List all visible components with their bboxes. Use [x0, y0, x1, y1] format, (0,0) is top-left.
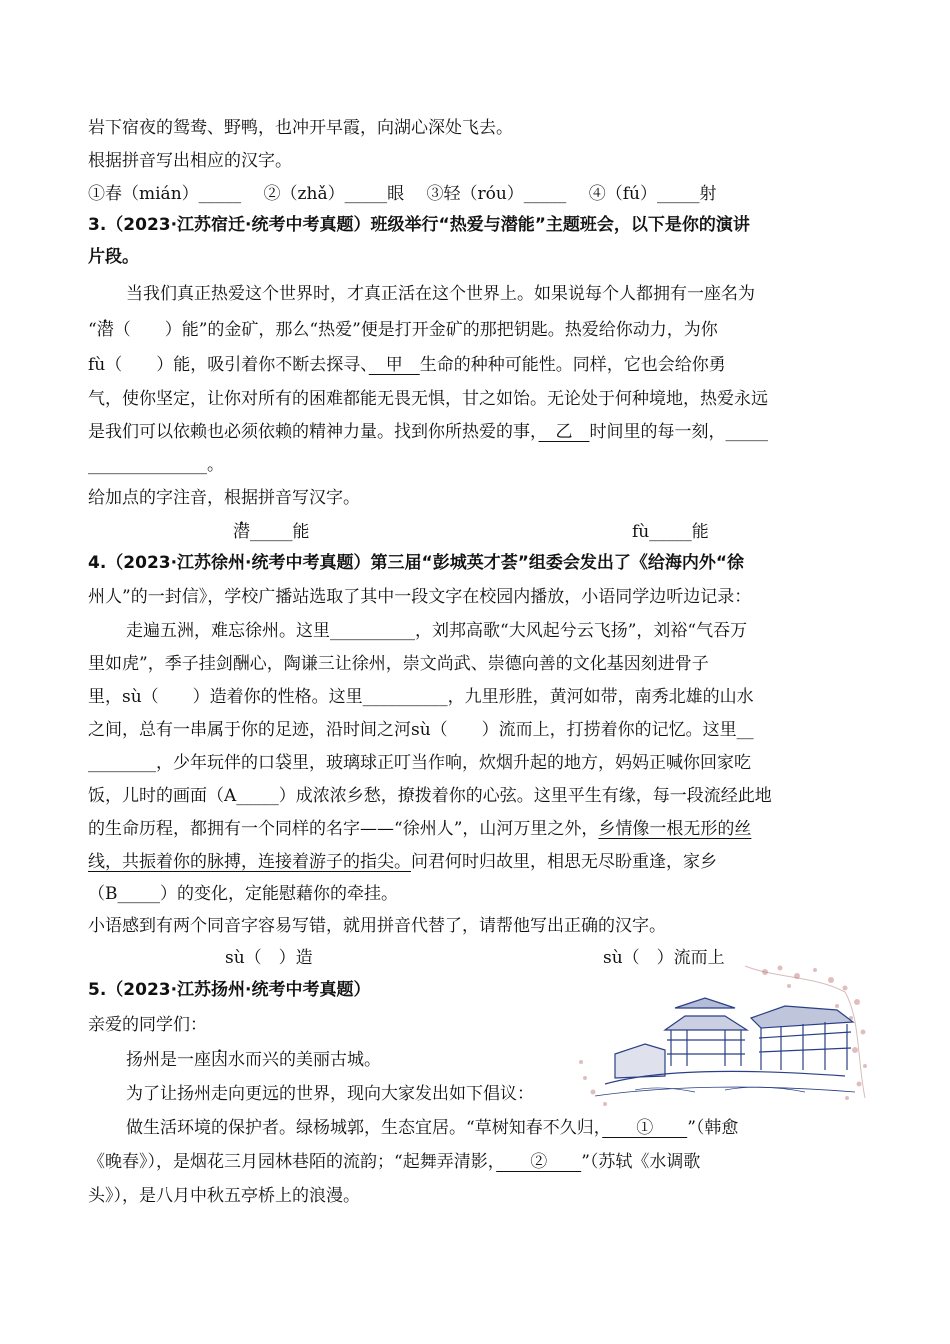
passage-line: 走遍五洲，难忘徐州。这里__________，刘邦高歌“大风起兮云飞扬”，刘裕“气吞万 [126, 621, 748, 641]
text-fragment: 做生活环境的保护者。绿杨城郭，生态宜居。“草树知春不久归， [126, 1118, 603, 1138]
text-fragment: fù（ ）能，吸引着你不断去探寻、 [88, 355, 369, 375]
passage-line: （B_____）的变化，定能慰藉你的牵挂。 [88, 884, 398, 904]
passage-line [88, 850, 717, 874]
answer-slot: fù_____能 [632, 522, 709, 542]
blank-1: ① [602, 1118, 688, 1138]
text-fragment: 的生命历程，都拥有一个同样的名字——“徐州人”，山河万里之外， [88, 819, 599, 839]
text-fragment: 生命的种种可能性。同样，它也会给你勇 [419, 355, 726, 375]
passage-line: 气，使你坚定，让你对所有的困难都能无畏无惧，甘之如饴。无论处于何种境地，热爱永远 [88, 389, 768, 409]
instruction-line: 小语感到有两个同音字容易写错，就用拼音代替了，请帮他写出正确的汉字。 [88, 916, 666, 936]
dotted-character: 因 [211, 1050, 228, 1070]
passage-line [126, 1116, 738, 1140]
answer-slot [233, 520, 310, 544]
passage-line: ______________。 [88, 455, 224, 475]
text-fragment: ”（韩愈 [687, 1118, 739, 1138]
passage-line: 为了让扬州走向更远的世界，现向大家发出如下倡议： [126, 1084, 534, 1104]
text-fragment: 问君何时归故里，相思无尽盼重逢，家乡 [411, 852, 717, 872]
text-fragment: 扬州是一座 [126, 1050, 211, 1070]
passage-line: 饭，儿时的画面（A_____）成浓浓乡愁，撩拨着你的心弦。这里平生有缘，每一段流经此地 [88, 786, 772, 806]
passage-line: 头》），是八月中秋五亭桥上的浪漫。 [88, 1186, 360, 1206]
dotted-character: 潜 [233, 522, 250, 542]
passage-line: 当我们真正热爱这个世界时，才真正活在这个世界上。如果说每个人都拥有一座名为 [126, 284, 755, 304]
passage-line [126, 1048, 381, 1072]
passage-line [88, 420, 768, 444]
blank-jia: 甲 [368, 355, 420, 375]
blank-2: ② [496, 1152, 582, 1172]
question-3-title: 3.（2023·江苏宿迁·统考中考真题）班级举行“热爱与潜能”主题班会，以下是你的演讲 [88, 215, 750, 235]
passage-line: 里如虎”，季子挂剑酬心，陶谦三让徐州，崇文尚武、崇德向善的文化基因刻进骨子 [88, 654, 709, 674]
pavilion-illustration [575, 958, 875, 1118]
dotted-character: 潜 [96, 320, 114, 340]
passage-line [88, 353, 726, 377]
pavilion-drawing [595, 998, 855, 1096]
text-fragment: 《晚春》），是烟花三月园林巷陌的流韵；“起舞弄清影， [88, 1152, 497, 1172]
answer-slot: sù（ ）造 [225, 948, 313, 968]
answer-slot: sù（ ）流而上 [603, 948, 725, 968]
text-line: 根据拼音写出相应的汉字。 [88, 151, 292, 171]
text-fragment: 是我们可以依赖也必须依赖的精神力量。找到你所热爱的事， [88, 422, 539, 442]
pinyin-question-line: ①春（mián）_____ ②（zhǎ）_____眼 ③轻（róu）_____ ④（fú）_____射 [88, 184, 717, 204]
text-fragment: _____能 [250, 522, 310, 542]
letter-salutation: 亲爱的同学们： [88, 1015, 207, 1035]
question-5-title: 5.（2023·江苏扬州·统考中考真题） [88, 980, 371, 1000]
passage-line: ________，少年玩伴的口袋里，玻璃球正叮当作响，炊烟升起的地方，妈妈正喊你回家吃 [88, 753, 751, 773]
question-3-title-cont: 片段。 [88, 247, 139, 267]
text-fragment: “ [88, 320, 97, 340]
text-fragment: 水而兴的美丽古城。 [228, 1050, 381, 1070]
passage-line [88, 1150, 700, 1174]
blossom-branches [579, 966, 867, 1107]
underlined-sentence: 线，共振着你的脉搏，连接着游子的指尖。 [88, 852, 411, 872]
passage-line: 之间，总有一串属于你的足迹，沿时间之河sù（ ）流而上，打捞着你的记忆。这里__ [88, 720, 754, 740]
question-4-title-cont: 州人”的一封信》，学校广播站选取了其中一段文字在校园内播放，小语同学边听边记录： [88, 587, 752, 607]
instruction-line: 给加点的字注音，根据拼音写汉字。 [88, 488, 360, 508]
underlined-sentence: 乡情像一根无形的丝 [598, 819, 752, 839]
question-4-heading: 4.（2023·江苏徐州·统考中考真题）第三届“彭城英才荟”组委会发出了《给海内外“徐 [88, 553, 745, 573]
text-fragment: ”（苏轼《水调歌 [581, 1152, 701, 1172]
passage-line [88, 817, 751, 841]
text-fragment: （ ）能”的金矿，那么“热爱”便是打开金矿的那把钥匙。热爱给你动力，为你 [113, 320, 718, 340]
passage-line: 里，sù（ ）造着你的性格。这里__________，九里形胜，黄河如带，南秀北雄的山水 [88, 687, 754, 707]
blank-yi: 乙 [538, 422, 590, 442]
passage-line [88, 318, 718, 342]
text-line: 岩下宿夜的鸳鸯、野鸭，也冲开早霞，向湖心深处飞去。 [88, 118, 513, 138]
question-4-title [88, 551, 744, 575]
text-fragment: 时间里的每一刻，_____ [589, 422, 768, 442]
